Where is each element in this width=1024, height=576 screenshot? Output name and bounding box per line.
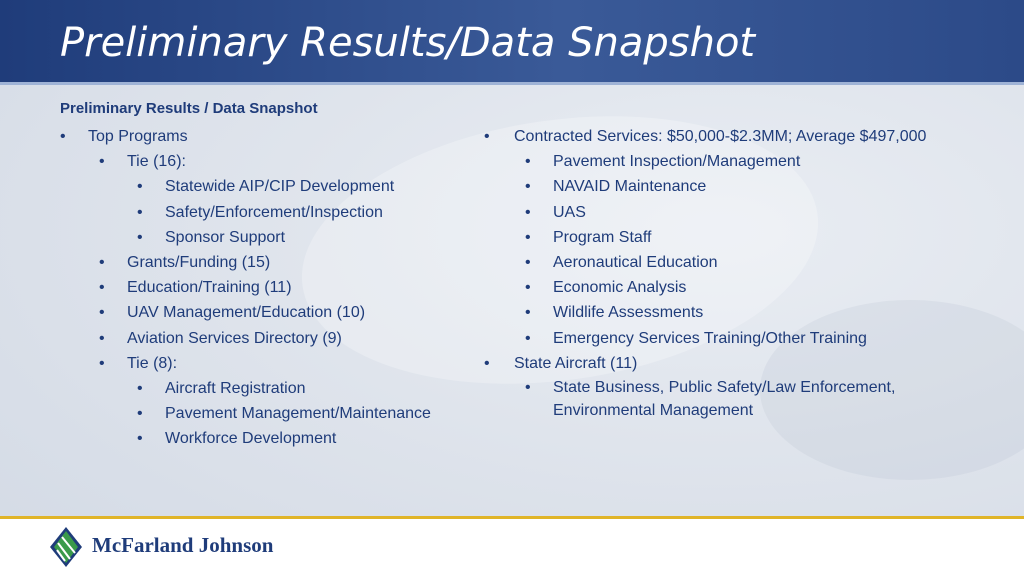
- bullet-tie-16: • Tie (16):: [58, 149, 478, 174]
- bullet-state-aircraft: • State Aircraft (11): [484, 351, 1004, 376]
- list-item: • Education/Training (11): [58, 275, 478, 300]
- list-item: • Economic Analysis: [484, 275, 1004, 300]
- company-name: McFarland Johnson: [92, 533, 274, 557]
- list-item: • Wildlife Assessments: [484, 300, 1004, 325]
- list-item: • Aircraft Registration: [58, 376, 478, 401]
- slide-title: Preliminary Results/Data Snapshot: [60, 20, 756, 66]
- header-divider: [0, 82, 1024, 85]
- list-item: • Emergency Services Training/Other Training: [484, 326, 1004, 351]
- left-column: [58, 124, 478, 452]
- list-item: • Pavement Management/Maintenance: [58, 401, 478, 426]
- footer: [0, 519, 1024, 576]
- list-item: • UAV Management/Education (10): [58, 300, 478, 325]
- list-item: • Aeronautical Education: [484, 250, 1004, 275]
- header-bar: [0, 0, 1024, 82]
- list-item: • State Business, Public Safety/Law Enforcement, Environmental Management: [484, 376, 933, 422]
- list-item: • Program Staff: [484, 225, 1004, 250]
- company-logo-icon: [48, 525, 84, 569]
- list-item: • Grants/Funding (15): [58, 250, 478, 275]
- list-item: • Workforce Development: [58, 426, 478, 451]
- bullet-contracted-services: • Contracted Services: $50,000-$2.3MM; Average $497,000: [484, 124, 1004, 149]
- list-item: • Statewide AIP/CIP Development: [58, 174, 478, 199]
- bullet-top-programs: • Top Programs: [58, 124, 478, 149]
- list-item: • UAS: [484, 200, 1004, 225]
- list-item: • Sponsor Support: [58, 225, 478, 250]
- list-item: • Pavement Inspection/Management: [484, 149, 1004, 174]
- list-item: • NAVAID Maintenance: [484, 174, 1004, 199]
- section-heading: Preliminary Results / Data Snapshot: [60, 100, 318, 117]
- right-column: [484, 124, 1004, 422]
- list-item: • Safety/Enforcement/Inspection: [58, 200, 478, 225]
- bullet-tie-8: • Tie (8):: [58, 351, 478, 376]
- list-item: • Aviation Services Directory (9): [58, 326, 478, 351]
